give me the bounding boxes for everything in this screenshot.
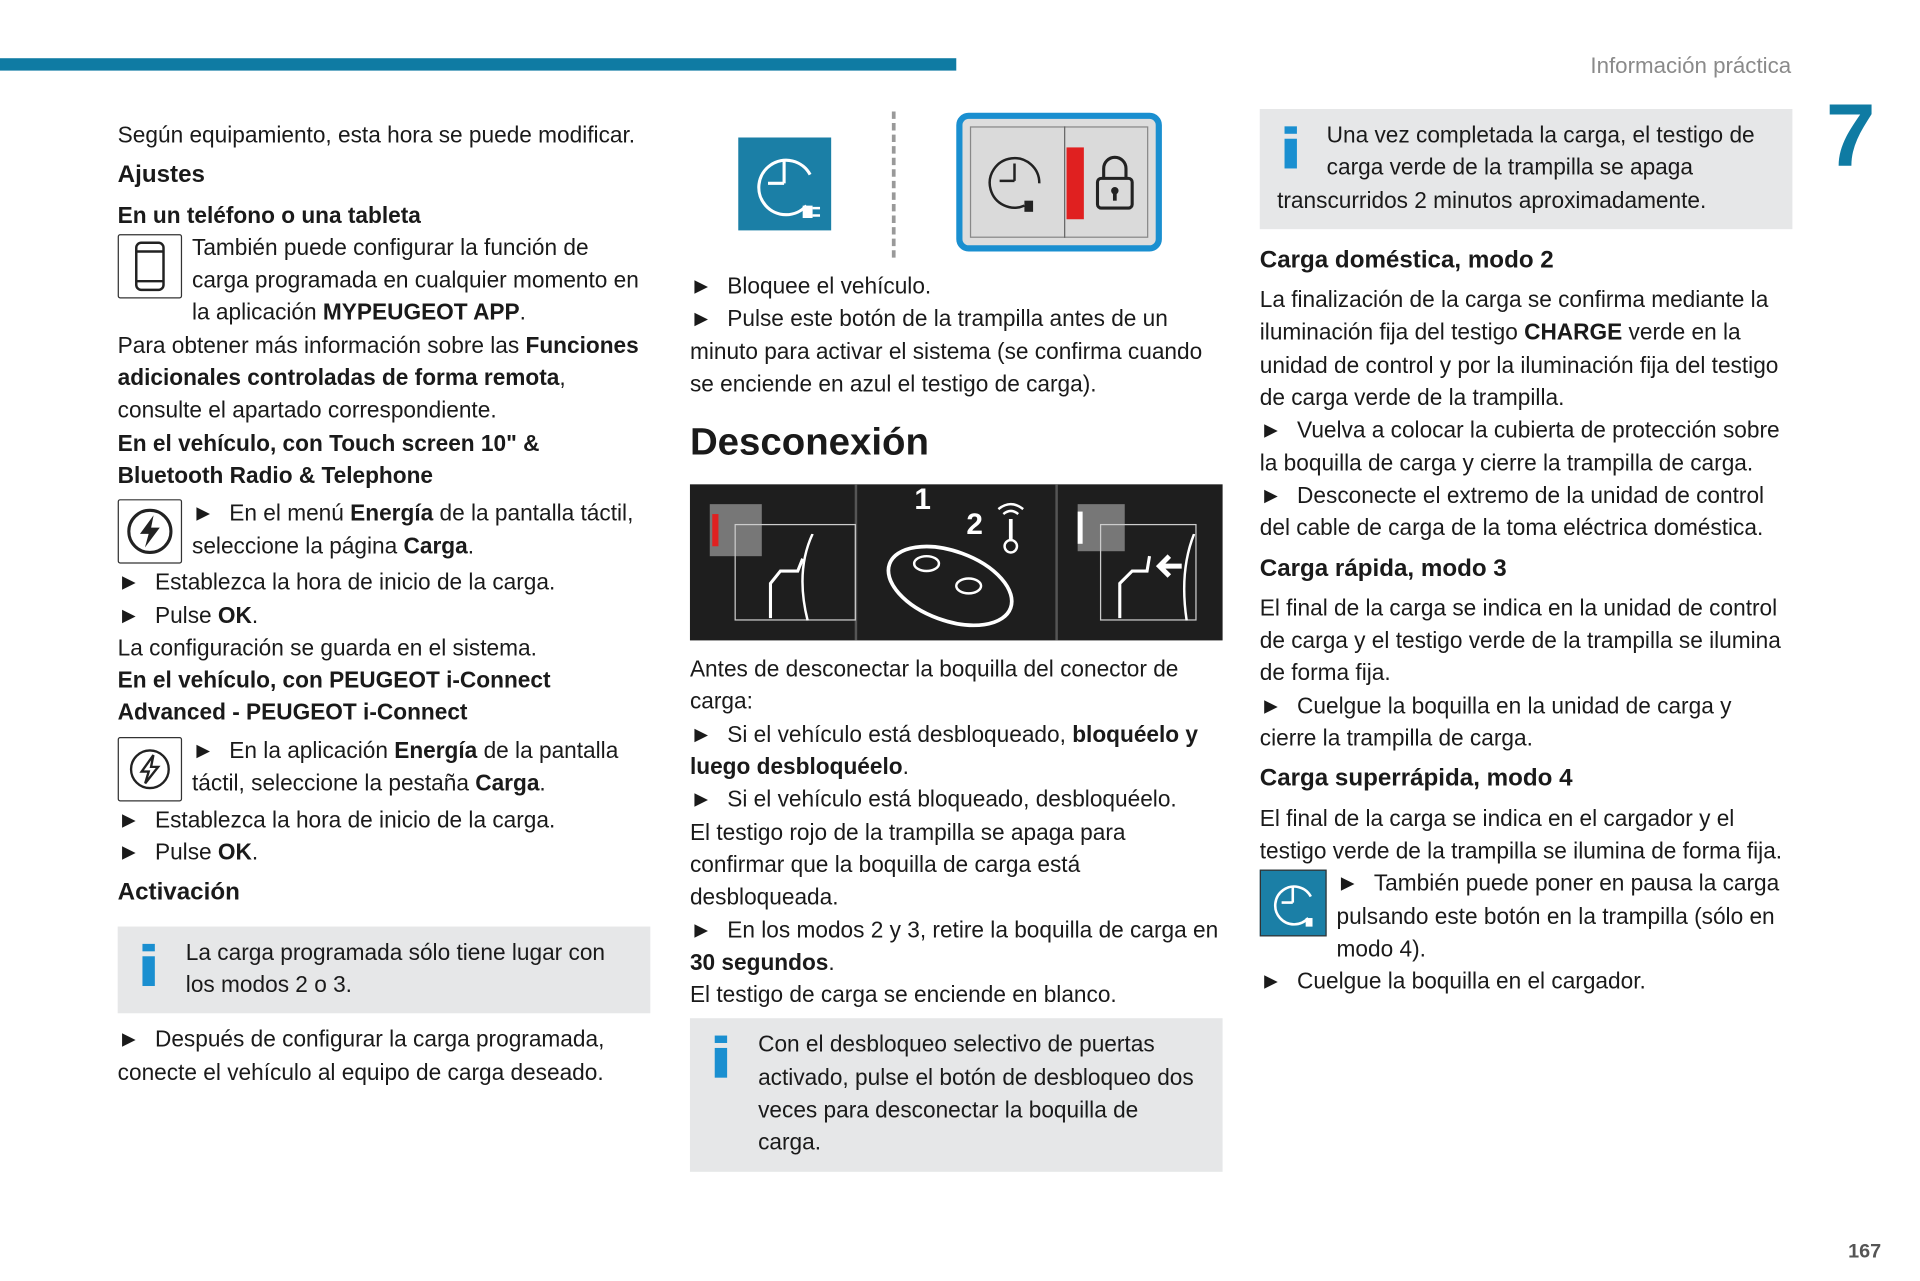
heading-touchscreen: En el vehículo, con Touch screen 10" & Bluetooth Radio & Telephone — [117, 429, 540, 489]
step-unlocked: ► Si el vehículo está desbloqueado, bloquéelo y luego desbloquéelo. — [689, 720, 1199, 780]
padlock-icon — [1094, 154, 1136, 213]
step-label-1: 1 — [914, 483, 931, 517]
page-number: 167 — [1848, 1241, 1882, 1263]
energy-icon — [118, 500, 182, 564]
header-bar — [0, 58, 956, 70]
red-indicator — [1067, 147, 1084, 219]
info-box: Con el desbloqueo selectivo de puertas activado, pulse el botón de desbloqueo dos veces para desconectar la boquilla de carga. — [690, 1019, 1223, 1172]
after-step: ► Después de configurar la carga programada, conecte el vehículo al equipo de carga deseado. — [117, 1025, 605, 1085]
red-text: El testigo rojo de la trampilla se apaga para confirmar que la boquilla de carga está desbloqueada. — [689, 818, 1126, 910]
more-info-text: Para obtener más información sobre las Funciones adicionales controladas de forma remota, consulte el apartado correspondiente. — [117, 331, 639, 423]
info-icon — [1285, 126, 1297, 168]
info-icon — [142, 943, 154, 985]
clock-plug-icon — [987, 154, 1049, 216]
section-title: Información práctica — [1590, 53, 1792, 79]
step-press-ok: ► Pulse OK. — [117, 601, 259, 628]
scheduled-charge-button-icon — [1260, 870, 1327, 937]
key-fob-figure — [857, 485, 1057, 641]
phone-text: También puede configurar la función de carga programada en cualquier momento en la aplicación MYPEUGEOT APP. — [118, 232, 651, 330]
heading-mode2: Carga doméstica, modo 2 — [1259, 246, 1554, 274]
mode3-step-1: ► Cuelgue la boquilla en la unidad de carga y cierre la trampilla de carga. — [1259, 692, 1732, 751]
mode3-text: El final de la carga se indica en la unidad de control de carga y el testigo verde de la trampilla se ilumina de forma fija. — [1259, 594, 1781, 686]
step-modes: ► En los modos 2 y 3, retire la boquilla de carga en 30 segundos. — [689, 916, 1219, 975]
column-3 — [1260, 109, 1793, 998]
iconnect-step: ► En la aplicación Energía de la pantalla táctil, seleccione la pestaña Carga. — [118, 734, 651, 799]
intro-text: Según equipamiento, esta hora se puede modificar. — [117, 121, 636, 148]
disconnect-illustration — [690, 485, 1223, 641]
column-2 — [690, 270, 1223, 1171]
step-set-time: ► Establezca la hora de inicio de la carga. — [117, 568, 556, 595]
heading-mode3: Carga rápida, modo 3 — [1259, 554, 1507, 582]
mode2-step-2: ► Desconecte el extremo de la unidad de control del cable de carga de la toma eléctrica doméstica. — [1259, 481, 1765, 541]
smartphone-icon — [118, 234, 182, 298]
unlocked-flap-figure — [1058, 485, 1223, 641]
info-icon — [715, 1036, 727, 1078]
step-locked: ► Si el vehículo está bloqueado, desbloquéelo. — [689, 785, 1177, 812]
info-box: La carga programada sólo tiene lugar con los modos 2 o 3. — [118, 926, 651, 1013]
heading-desconexion: Desconexión — [689, 420, 929, 464]
step-set-time-2: ► Establezca la hora de inicio de la carga. — [117, 806, 556, 833]
mode2-step-1: ► Vuelva a colocar la cubierta de protección sobre la boquilla de carga y cierre la trampilla de carga. — [1259, 416, 1780, 476]
heading-activacion: Activación — [117, 878, 240, 906]
column-1 — [118, 119, 651, 1089]
step-lock: ► Bloquee el vehículo. — [689, 272, 932, 299]
energy-icon — [118, 737, 182, 801]
info-box: Una vez completada la carga, el testigo de carga verde de la trampilla se apaga transcurridos 2 minutos aproximadamente. — [1260, 109, 1793, 229]
mode2-text: La finalización de la carga se confirma mediante la iluminación fija del testigo CHARGE verde en la unidad de control y por la iluminación fija del testigo de carga verde de la trampilla. — [1259, 286, 1779, 411]
chapter-number: 7 — [1825, 86, 1876, 186]
step-label-2: 2 — [966, 508, 983, 542]
mode4-text: El final de la carga se indica en el cargador y el testigo verde de la trampilla se ilumina de forma fija. — [1259, 804, 1783, 864]
heading-phone: En un teléfono o una tableta — [117, 201, 421, 228]
before-text: Antes de desconectar la boquilla del conector de carga: — [689, 655, 1179, 715]
white-text: El testigo de carga se enciende en blanco. — [689, 981, 1117, 1008]
step-press-button: ► Pulse este botón de la trampilla antes de un minuto para activar el sistema (se confirma cuando se enciende en azul el testigo de carga). — [689, 305, 1203, 397]
heading-mode4: Carga superrápida, modo 4 — [1259, 764, 1573, 792]
step-press-ok-2: ► Pulse OK. — [117, 838, 259, 865]
scheduled-charge-button-icon — [738, 137, 831, 230]
charging-flap-panel — [956, 113, 1162, 252]
heading-iconnect: En el vehículo, con PEUGEOT i-Connect Advanced - PEUGEOT i-Connect — [117, 666, 551, 726]
mode4-step-1: ► También puede poner en pausa la carga pulsando este botón en la trampilla (sólo en modo 4). — [1260, 867, 1793, 965]
mode4-step-2: ► Cuelgue la boquilla en el cargador. — [1259, 967, 1646, 994]
locked-flap-figure — [690, 485, 857, 641]
touch-step: ► En el menú Energía de la pantalla táctil, seleccione la página Carga. — [118, 497, 651, 562]
heading-ajustes: Ajustes — [117, 161, 205, 189]
saved-text: La configuración se guarda en el sistema. — [117, 634, 537, 661]
divider-dashed — [892, 111, 896, 257]
